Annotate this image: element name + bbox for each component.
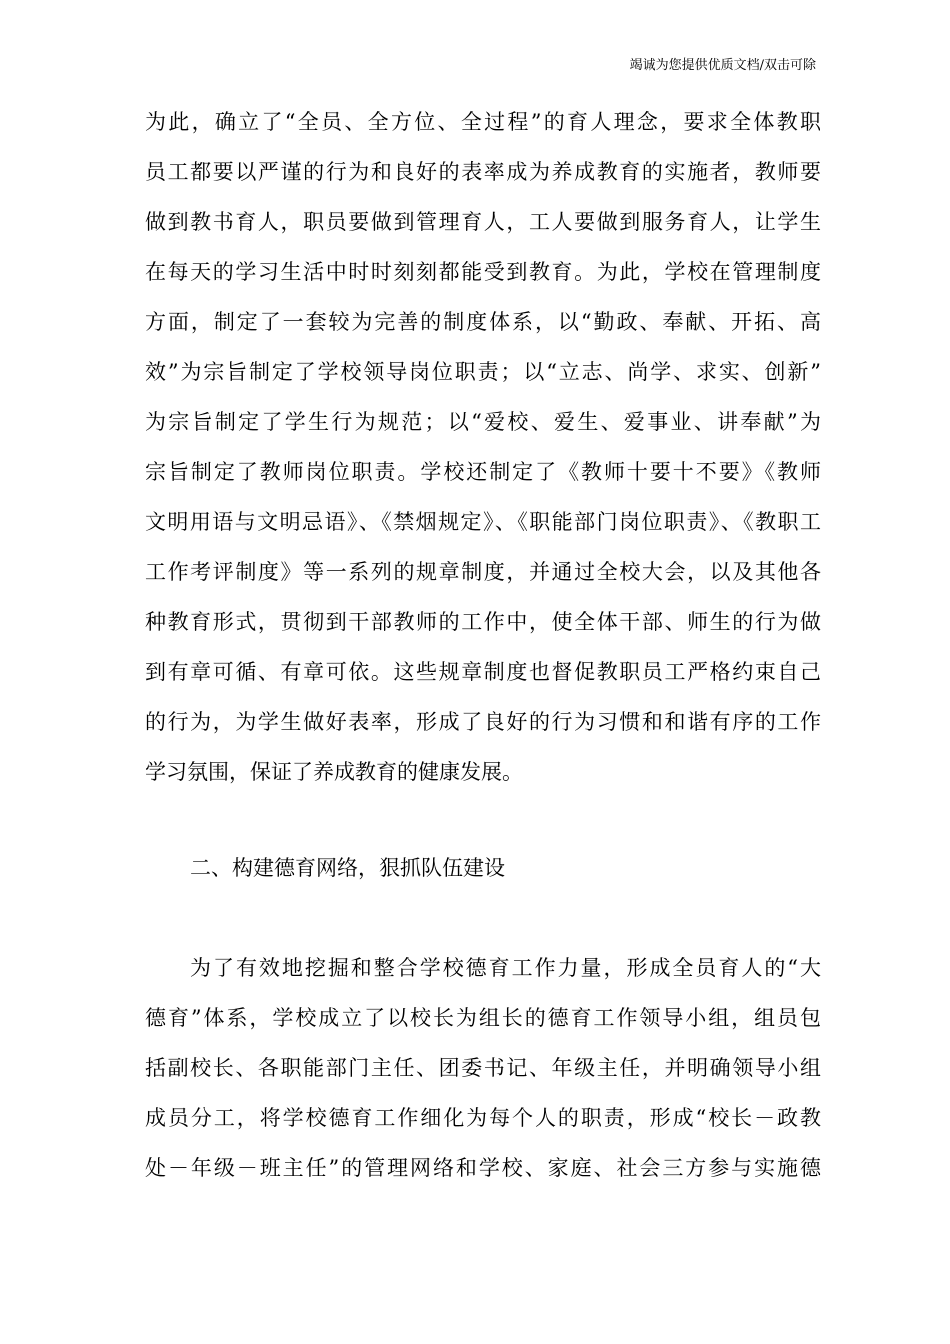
paragraph-line: 为此，确立了“全员、全方位、全过程”的育人理念，要求全体教职 bbox=[145, 110, 821, 134]
paragraph-line: 宗旨制定了教师岗位职责。学校还制定了《教师十要十不要》《教师 bbox=[145, 460, 821, 484]
paragraph-line: 员工都要以严谨的行为和良好的表率成为养成教育的实施者，教师要 bbox=[145, 160, 821, 184]
paragraph-line: 括副校长、各职能部门主任、团委书记、年级主任，并明确领导小组 bbox=[145, 1056, 821, 1080]
paragraph-line: 在每天的学习生活中时时刻刻都能受到教育。为此，学校在管理制度 bbox=[145, 260, 821, 284]
paragraph-line: 处－年级－班主任”的管理网络和学校、家庭、社会三方参与实施德 bbox=[145, 1156, 821, 1180]
paragraph-line: 德育”体系，学校成立了以校长为组长的德育工作领导小组，组员包 bbox=[145, 1006, 821, 1030]
paragraph-line: 种教育形式，贯彻到干部教师的工作中，使全体干部、师生的行为做 bbox=[145, 610, 821, 634]
paragraph-line: 效”为宗旨制定了学校领导岗位职责；以“立志、尚学、求实、创新” bbox=[145, 360, 821, 384]
paragraph-line: 方面，制定了一套较为完善的制度体系，以“勤政、奉献、开拓、高 bbox=[145, 310, 821, 334]
paragraph-line: 文明用语与文明忌语》、《禁烟规定》、《职能部门岗位职责》、《教职工 bbox=[145, 510, 821, 534]
paragraph-line: 到有章可循、有章可依。这些规章制度也督促教职员工严格约束自己 bbox=[145, 660, 821, 684]
paragraph-line: 学习氛围，保证了养成教育的健康发展。 bbox=[145, 760, 523, 784]
page-header-note: 竭诚为您提供优质文档/双击可除 bbox=[629, 58, 816, 73]
section-heading: 二、构建德育网络，狠抓队伍建设 bbox=[190, 856, 505, 880]
paragraph-line: 的行为，为学生做好表率，形成了良好的行为习惯和和谐有序的工作 bbox=[145, 710, 821, 734]
paragraph-line: 成员分工，将学校德育工作细化为每个人的职责，形成“校长－政教 bbox=[145, 1106, 821, 1130]
paragraph-line: 为了有效地挖掘和整合学校德育工作力量，形成全员育人的“大 bbox=[190, 956, 821, 980]
paragraph-line: 为宗旨制定了学生行为规范；以“爱校、爱生、爱事业、讲奉献”为 bbox=[145, 410, 821, 434]
paragraph-line: 工作考评制度》等一系列的规章制度，并通过全校大会，以及其他各 bbox=[145, 560, 821, 584]
paragraph-line: 做到教书育人，职员要做到管理育人，工人要做到服务育人，让学生 bbox=[145, 210, 821, 234]
